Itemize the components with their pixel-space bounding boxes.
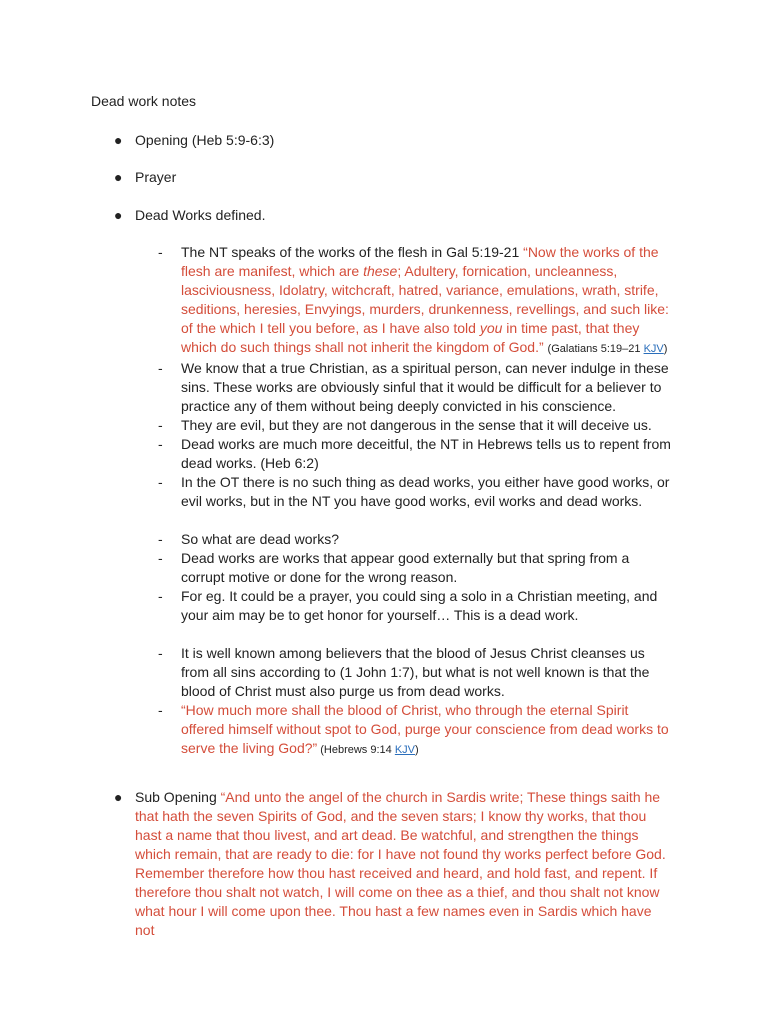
dash-marker: - xyxy=(158,436,163,452)
sub-item-text xyxy=(181,701,674,760)
sub-item-text: For eg. It could be a prayer, you could sing a solo in a Christian meeting, and your aim may be to get honor for yourself… This is a dead work. xyxy=(181,588,658,623)
list-item-text: Dead Works defined. xyxy=(135,207,266,223)
kjv-link[interactable]: KJV xyxy=(643,343,664,355)
dash-marker: - xyxy=(158,417,163,433)
sub-item-text: It is well known among believers that the blood of Jesus Christ cleanses us from all sins according to (1 John 1:7), but what is not well known is that the blood of Christ must also purge us from dead works. xyxy=(181,645,650,699)
sub-list-item xyxy=(114,435,674,473)
list-item-text: Sub Opening “And unto the angel of the church in Sardis write; These things saith he that hath the seven Spirits of God, and the seven stars; I know thy works, that thou hast a name that thou livest, and art dead. Be watchful, and strengthen the things which remain, that are ready to die: for I have not found thy works perfect before God. Remember therefore how thou hast received and heard, and hold fast, and repent. If therefore thou shalt not watch, I will come on thee as a thief, and thou shalt not know what hour I will come upon thee. Thou hast a few names even in Sardis which have not xyxy=(135,789,666,938)
dash-marker: - xyxy=(158,360,163,376)
page-title: Dead work notes xyxy=(91,93,197,109)
dash-marker: - xyxy=(158,645,163,661)
sub-list-item xyxy=(114,587,674,625)
list-item-sub-opening xyxy=(114,788,674,940)
dash-marker: - xyxy=(158,550,163,566)
sub-list-item xyxy=(114,359,674,416)
scripture-reference: (Galatians 5:19–21 KJV) xyxy=(547,343,668,355)
bullet-icon: ● xyxy=(114,207,123,223)
sub-list-item xyxy=(114,644,674,701)
sub-item-text: Dead works are much more deceitful, the NT in Hebrews tells us to repent from dead works. (Heb 6:2) xyxy=(181,436,671,471)
bullet-icon: ● xyxy=(114,132,123,148)
bullet-icon: ● xyxy=(114,169,123,185)
dash-marker: - xyxy=(158,531,163,547)
sub-list-item xyxy=(114,549,674,587)
sub-item-text: So what are dead works? xyxy=(181,531,339,547)
sub-list-item xyxy=(114,701,674,760)
bullet-icon: ● xyxy=(114,789,123,805)
sub-item-text: Dead works are works that appear good externally but that spring from a corrupt motive or done for the wrong reason. xyxy=(181,550,630,585)
sub-list-item xyxy=(114,473,674,511)
dash-marker: - xyxy=(158,588,163,604)
dash-marker: - xyxy=(158,244,163,260)
sub-item-text: In the OT there is no such thing as dead works, you either have good works, or evil works, but in the NT you have good works, evil works and dead works. xyxy=(181,474,670,509)
list-item-text: Prayer xyxy=(135,169,177,185)
sub-list-item xyxy=(114,243,674,359)
dash-marker: - xyxy=(158,702,163,718)
sub-item-text: The NT speaks of the works of the flesh in Gal 5:19-21 “Now the works of the flesh are manifest, which are these; Adultery, fornication, uncleanness, lasciviousness, Idolatry, witchcraft, hatred, variance, emulations, wrath, strife, seditions, heresies, Envyings, murders, drunkenness, revellings, and such like: of the which I tell you before, as I have also told you in time past, that they which do such things shall not inherit the kingdom of God.” (Galatians 5:19–21 KJV) xyxy=(181,244,669,355)
kjv-link[interactable]: KJV xyxy=(394,744,416,756)
dash-marker: - xyxy=(158,474,163,490)
sub-list-item xyxy=(114,530,674,549)
spacer xyxy=(114,511,674,530)
sub-list xyxy=(114,243,674,760)
sub-list-item xyxy=(114,416,674,435)
scripture-quote: “And unto the angel of the church in Sardis write; These things saith he that hath the seven Spirits of God, and the seven stars; I know thy works, that thou hast a name that thou livest, and art dead. Be watchful, and strengthen the things which remain, that are ready to die: for I have not found thy works perfect before God. Remember therefore how thou hast received and heard, and hold fast, and repent. If therefore thou shalt not watch, I will come on thee as a thief, and thou shalt not know what hour I will come upon thee. Thou hast a few names even in Sardis which have not xyxy=(135,789,666,938)
scripture-reference: (Hebrews 9:14 KJV) xyxy=(317,744,419,756)
sub-item-text: They are evil, but they are not dangerous in the sense that it will deceive us. xyxy=(181,417,652,433)
sub-item-text: We know that a true Christian, as a spiritual person, can never indulge in these sins. These works are obviously sinful that it would be difficult for a believer to practice any of them without being deeply convicted in his conscience. xyxy=(181,360,669,414)
list-item-text: Opening (Heb 5:9-6:3) xyxy=(135,132,275,148)
scripture-quote: “How much more shall the blood of Christ, who through the eternal Spirit offered himself without spot to God, purge your conscience from dead works to serve the living God?” xyxy=(181,702,669,756)
spacer xyxy=(114,625,674,644)
